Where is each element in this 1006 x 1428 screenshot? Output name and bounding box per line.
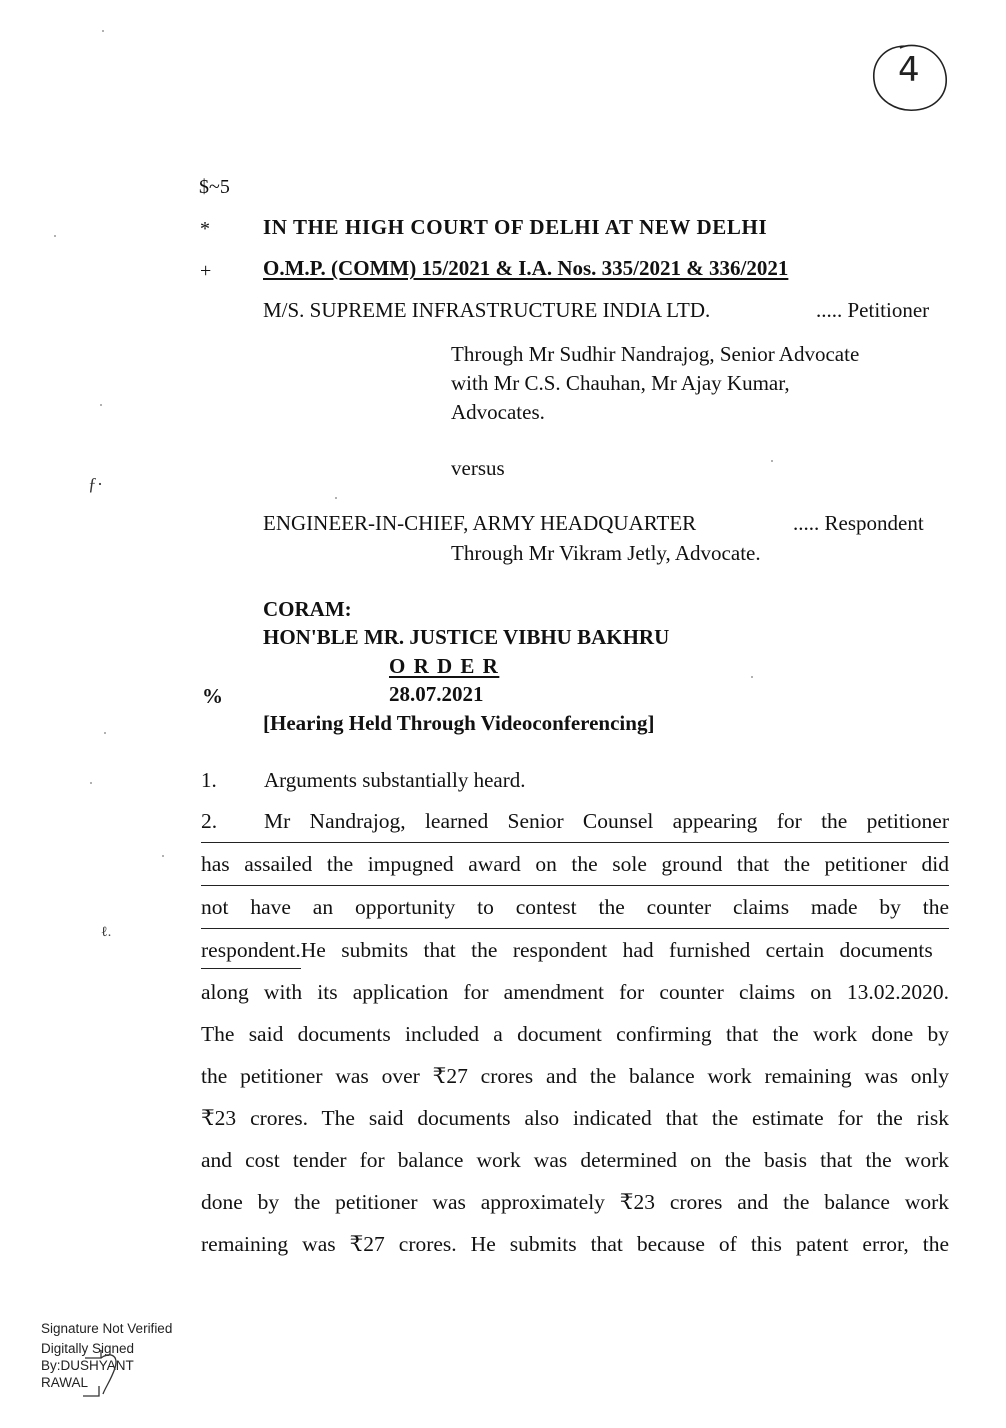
- scan-speck: [100, 404, 102, 406]
- percent-marker: %: [202, 684, 223, 708]
- signature-signer: By:DUSHYANT: [41, 1358, 134, 1373]
- court-title: IN THE HIGH COURT OF DELHI AT NEW DELHI: [263, 215, 768, 239]
- case-number: O.M.P. (COMM) 15/2021 & I.A. Nos. 335/2021 & 336/2021: [263, 256, 789, 280]
- respondent-name: ENGINEER-IN-CHIEF, ARMY HEADQUARTER: [263, 511, 697, 535]
- paragraph-2-line-6: The said documents included a document confirming that the work done by: [201, 1022, 949, 1046]
- signature-digitally-signed: Digitally Signed: [41, 1341, 135, 1356]
- scan-speck: [90, 782, 92, 784]
- paragraph-2-line-5: along with its application for amendment for counter claims on 13.02.2020.: [201, 980, 949, 1004]
- handwritten-page-number: [866, 40, 952, 116]
- signature-status: Signature Not Verified: [41, 1321, 173, 1336]
- order-date: 28.07.2021: [389, 682, 484, 706]
- scan-speck: [771, 460, 773, 462]
- scan-speck: [54, 235, 56, 237]
- petitioner-role: ..... Petitioner: [816, 298, 930, 322]
- petitioner-counsel-line-1: Through Mr Sudhir Nandrajog, Senior Advocate: [451, 342, 860, 366]
- scan-speck: [335, 497, 337, 499]
- scan-speck: [104, 732, 106, 734]
- petitioner-counsel-line-3: Advocates.: [451, 400, 545, 424]
- signature-signer-surname: RAWAL: [41, 1375, 89, 1390]
- paragraph-2-line-1: 2. Mr Nandrajog, learned Senior Counsel appearing for the petitioner: [201, 800, 949, 843]
- paragraph-2-line-2: has assailed the impugned award on the sole ground that the petitioner did: [201, 843, 949, 886]
- paragraph-2-line-8: ₹23 crores. The said documents also indicated that the estimate for the risk: [201, 1106, 949, 1130]
- paragraph-2-line-10: done by the petitioner was approximately ₹23 crores and the balance work: [201, 1190, 949, 1214]
- paragraph-1-text: Arguments substantially heard.: [264, 768, 526, 792]
- margin-mark: ℓ.: [101, 925, 112, 940]
- paragraph-2-line-11: remaining was ₹27 crores. He submits that because of this patent error, the: [201, 1232, 949, 1256]
- order-title: O R D E R: [389, 654, 500, 678]
- plus-marker: +: [200, 260, 212, 282]
- hearing-note: [Hearing Held Through Videoconferencing]: [263, 711, 655, 735]
- scan-speck: [162, 855, 164, 857]
- scan-speck: [751, 676, 753, 678]
- paragraph-2-line-9: and cost tender for balance work was determined on the basis that the work: [201, 1148, 949, 1172]
- digital-signature-block: [41, 1320, 172, 1391]
- paragraph-1-number: 1.: [201, 768, 217, 792]
- respondent-role: ..... Respondent: [793, 511, 924, 535]
- paragraph-2-line-3: not have an opportunity to contest the counter claims made by the: [201, 886, 949, 929]
- page-number-text: 4: [898, 50, 920, 90]
- judge-name: HON'BLE MR. JUSTICE VIBHU BAKHRU: [263, 625, 670, 649]
- margin-mark: ƒ·: [88, 474, 103, 494]
- petitioner-counsel-line-2: with Mr C.S. Chauhan, Mr Ajay Kumar,: [451, 371, 790, 395]
- signature-check-mark: [79, 1328, 139, 1398]
- paragraph-2-line-4: respondent.He submits that the respondent had furnished certain documents: [201, 929, 949, 971]
- scan-speck: [102, 30, 104, 32]
- star-marker: *: [200, 218, 210, 240]
- case-reference: $~5: [199, 176, 230, 198]
- respondent-counsel: Through Mr Vikram Jetly, Advocate.: [451, 541, 761, 565]
- paragraph-2-number: 2.: [201, 809, 218, 833]
- paragraph-2: [201, 800, 949, 1265]
- paragraph-2-underlined-word: respondent.: [201, 938, 301, 969]
- versus-label: versus: [451, 456, 505, 480]
- petitioner-name: M/S. SUPREME INFRASTRUCTURE INDIA LTD.: [263, 298, 711, 322]
- paragraph-2-line-7: the petitioner was over ₹27 crores and the balance work remaining was only: [201, 1064, 949, 1088]
- coram-label: CORAM:: [263, 597, 352, 621]
